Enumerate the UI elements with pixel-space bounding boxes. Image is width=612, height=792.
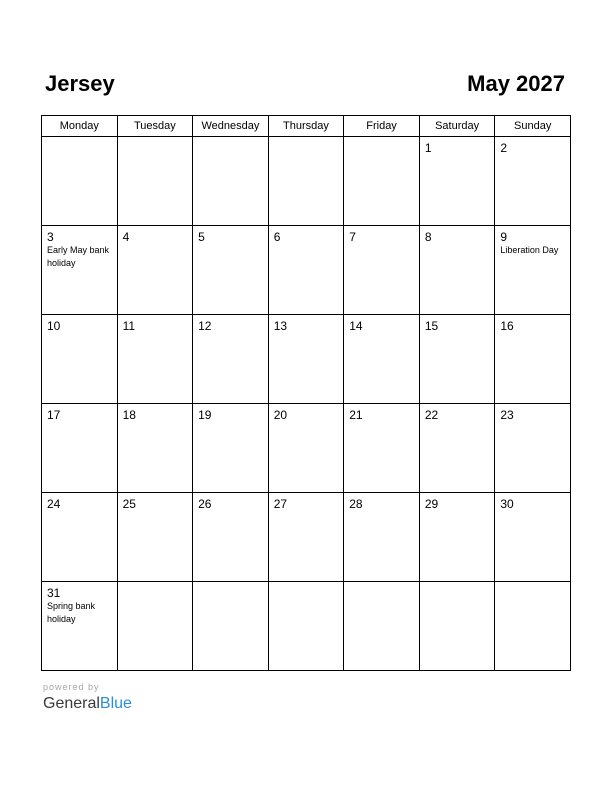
day-cell <box>193 226 269 315</box>
weekday-header-tuesday: Tuesday <box>117 116 193 137</box>
day-cell <box>344 315 420 404</box>
day-number <box>193 137 268 141</box>
brand-logo[interactable] <box>43 693 132 715</box>
day-number <box>118 582 193 586</box>
day-number: 14 <box>349 319 363 333</box>
footer-branding <box>43 682 132 715</box>
week-row <box>42 226 571 315</box>
empty-day-cell <box>42 137 118 226</box>
calendar-grid <box>41 115 571 671</box>
day-number: 19 <box>198 408 212 422</box>
day-cell <box>117 226 193 315</box>
day-number: 21 <box>349 408 363 422</box>
day-cell <box>42 582 118 671</box>
day-cell <box>495 493 571 582</box>
powered-by-label: powered by <box>43 682 100 692</box>
day-number: 25 <box>122 497 136 511</box>
day-number: 22 <box>424 408 439 422</box>
holiday-label: Spring bank holiday <box>47 601 96 624</box>
day-number: 24 <box>47 497 61 511</box>
day-number: 26 <box>198 497 212 511</box>
day-number: 6 <box>273 230 281 244</box>
empty-day-cell <box>193 137 269 226</box>
day-number <box>344 137 419 141</box>
day-number <box>269 137 344 141</box>
day-number <box>420 582 495 586</box>
empty-day-cell <box>193 582 269 671</box>
week-row <box>42 582 571 671</box>
day-cell <box>193 315 269 404</box>
day-number: 4 <box>122 230 130 244</box>
week-row <box>42 137 571 226</box>
day-number: 12 <box>198 319 212 333</box>
weekday-header-sunday: Sunday <box>495 116 571 137</box>
day-number: 2 <box>500 141 508 155</box>
day-number: 10 <box>47 319 61 333</box>
region-title: Jersey <box>45 71 115 96</box>
weekday-header-saturday: Saturday <box>419 116 495 137</box>
day-cell <box>268 493 344 582</box>
day-number: 5 <box>198 230 205 244</box>
empty-day-cell <box>344 582 420 671</box>
day-cell <box>419 493 495 582</box>
day-number: 18 <box>122 408 136 422</box>
empty-day-cell <box>268 582 344 671</box>
day-cell <box>42 404 118 493</box>
day-number <box>269 582 344 586</box>
day-cell <box>344 493 420 582</box>
day-number: 27 <box>273 497 288 511</box>
day-number <box>193 582 268 586</box>
month-year-title: May 2027 <box>467 71 565 96</box>
brand-general-text: General <box>43 695 100 712</box>
empty-day-cell <box>117 137 193 226</box>
day-number: 9 <box>500 230 508 244</box>
day-cell <box>419 226 495 315</box>
holiday-label: Early May bank holiday <box>47 245 110 268</box>
day-number: 1 <box>424 141 432 155</box>
day-number: 20 <box>273 408 288 422</box>
day-cell <box>344 226 420 315</box>
day-cell <box>117 493 193 582</box>
empty-day-cell <box>117 582 193 671</box>
day-cell <box>495 226 571 315</box>
day-cell <box>268 226 344 315</box>
day-cell <box>419 315 495 404</box>
day-number: 28 <box>349 497 363 511</box>
day-number: 17 <box>47 408 61 422</box>
day-cell <box>193 493 269 582</box>
day-cell <box>344 404 420 493</box>
day-number: 7 <box>349 230 356 244</box>
day-number <box>42 137 117 141</box>
day-number: 31 <box>47 586 61 600</box>
weekday-header-wednesday: Wednesday <box>193 116 269 137</box>
day-number: 30 <box>500 497 514 511</box>
weekday-header-friday: Friday <box>344 116 420 137</box>
day-number: 8 <box>424 230 432 244</box>
day-number: 13 <box>273 319 288 333</box>
day-number: 16 <box>500 319 514 333</box>
day-cell <box>419 404 495 493</box>
day-cell <box>495 137 571 226</box>
week-row <box>42 493 571 582</box>
day-number: 11 <box>122 319 136 333</box>
day-cell <box>42 226 118 315</box>
day-cell <box>268 315 344 404</box>
day-cell <box>42 493 118 582</box>
day-number <box>495 582 570 586</box>
day-number: 29 <box>424 497 439 511</box>
holiday-label: Liberation Day <box>500 245 559 255</box>
empty-day-cell <box>495 582 571 671</box>
day-cell <box>495 404 571 493</box>
day-number <box>118 137 193 141</box>
day-cell <box>268 404 344 493</box>
day-number <box>344 582 419 586</box>
empty-day-cell <box>344 137 420 226</box>
day-cell <box>42 315 118 404</box>
brand-blue-text: Blue <box>99 695 132 712</box>
day-cell <box>193 404 269 493</box>
day-number: 3 <box>47 230 54 244</box>
calendar-body <box>42 137 571 671</box>
empty-day-cell <box>419 582 495 671</box>
day-number: 15 <box>424 319 439 333</box>
day-number: 23 <box>500 408 514 422</box>
day-cell <box>495 315 571 404</box>
day-cell <box>117 404 193 493</box>
weekday-header-monday: Monday <box>42 116 118 137</box>
weekday-header-thursday: Thursday <box>268 116 344 137</box>
weekday-header-row <box>42 116 571 137</box>
week-row <box>42 404 571 493</box>
day-cell <box>419 137 495 226</box>
empty-day-cell <box>268 137 344 226</box>
week-row <box>42 315 571 404</box>
day-cell <box>117 315 193 404</box>
